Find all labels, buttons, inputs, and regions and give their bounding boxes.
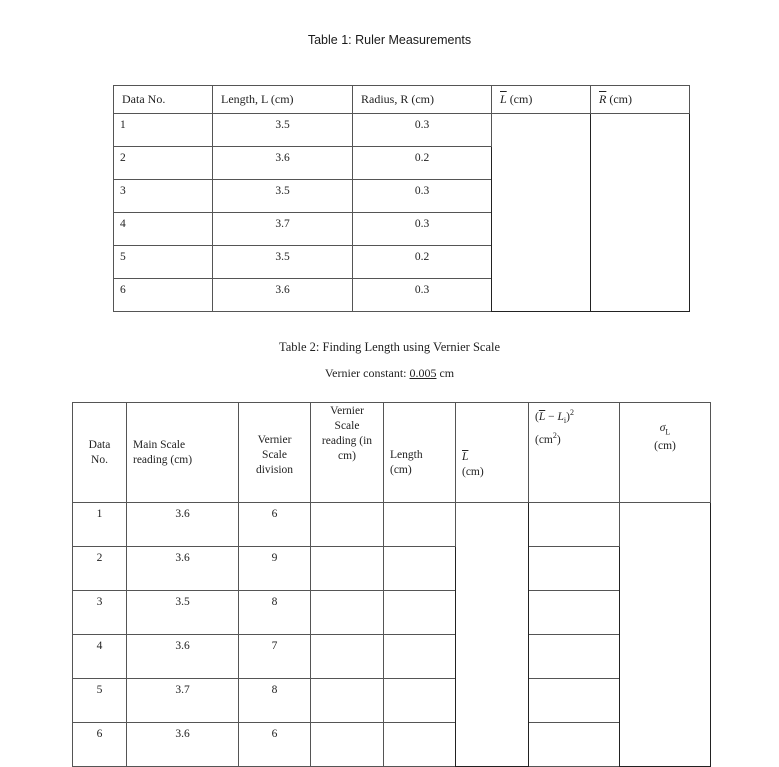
header-deviation-unit: $(cm^2)$ (535, 431, 561, 446)
row-no: 4 (73, 635, 127, 679)
header-vsr-line2: Scale (334, 420, 360, 432)
row-length: 3.7 (213, 213, 353, 246)
row-radius: 0.3 (353, 114, 492, 147)
vernier-scale-table (72, 402, 711, 767)
table2-title: Table 2: Finding Length using Vernier Scale (278, 340, 501, 354)
row-no: 1 (114, 114, 213, 147)
row-deviation (529, 679, 620, 723)
row-vsd: 7 (239, 635, 311, 679)
row-vsd: 8 (239, 679, 311, 723)
table1-header-row (114, 86, 690, 114)
table2-header-row (73, 403, 711, 503)
header-main-scale (127, 403, 239, 503)
header-sigma-unit: (cm) (654, 440, 676, 453)
header-vsd-line3: division (255, 464, 294, 476)
table-row (73, 723, 711, 767)
row-no: 2 (73, 547, 127, 591)
header-vsr-line4: cm) (338, 450, 356, 462)
header-data-no (73, 403, 127, 503)
row-radius: 0.3 (353, 180, 492, 213)
sigma-cell (620, 503, 711, 767)
header-mean-length (456, 403, 529, 503)
row-radius: 0.3 (353, 279, 492, 312)
header-main-scale-line2: reading (cm) (133, 453, 193, 466)
row-no: 6 (73, 723, 127, 767)
row-length: 3.6 (213, 147, 353, 180)
header-main-scale-line1: Main Scale (133, 438, 186, 451)
header-mean-unit: (cm) (462, 465, 484, 478)
row-no: 4 (114, 213, 213, 246)
row-vsd: 6 (239, 723, 311, 767)
header-mean-symbol: $\overline{L}$ (462, 450, 469, 463)
row-vsr (311, 679, 384, 723)
vernier-constant (0, 366, 779, 381)
table-row (73, 679, 711, 723)
header-vernier-division (239, 403, 311, 503)
table-row (73, 591, 711, 635)
table-row (73, 503, 711, 547)
row-no: 5 (114, 246, 213, 279)
row-main-scale: 3.6 (127, 723, 239, 767)
row-radius: 0.3 (353, 213, 492, 246)
row-length: 3.6 (213, 279, 353, 312)
header-radius: Radius, R (cm) (353, 86, 492, 114)
mean-radius-unit: (cm) (609, 92, 632, 106)
row-vsr (311, 591, 384, 635)
header-length: Length, L (cm) (213, 86, 353, 114)
table-row (73, 635, 711, 679)
header-vsr-line1: Vernier (330, 405, 364, 417)
row-vsr (311, 635, 384, 679)
header-length-line1: Length (390, 448, 423, 461)
header-length-line2: (cm) (390, 463, 412, 476)
row-vsr (311, 503, 384, 547)
vernier-constant-label: Vernier constant: (324, 366, 407, 380)
vernier-constant-value: 0.005 (409, 366, 437, 380)
row-length (384, 679, 456, 723)
row-length (384, 547, 456, 591)
row-length: 3.5 (213, 114, 353, 147)
row-main-scale: 3.5 (127, 591, 239, 635)
row-vsd: 8 (239, 591, 311, 635)
header-vsd-line1: Vernier (257, 434, 292, 446)
row-length (384, 723, 456, 767)
row-deviation (529, 635, 620, 679)
row-no: 5 (73, 679, 127, 723)
header-deviation-formula: $(\overline{L} - L_i)^2$ (535, 408, 574, 426)
table-row (114, 114, 690, 147)
header-vernier-reading (311, 403, 384, 503)
row-length (384, 591, 456, 635)
header-sigma (620, 403, 711, 503)
ruler-measurements-table (113, 85, 690, 312)
header-sigma-symbol: $\sigma_L$ (659, 422, 671, 437)
row-main-scale: 3.7 (127, 679, 239, 723)
table-row (73, 547, 711, 591)
header-mean-length (492, 86, 591, 114)
row-deviation (529, 547, 620, 591)
mean-radius-cell (591, 114, 690, 312)
mean-length-unit: (cm) (509, 92, 533, 106)
row-main-scale: 3.6 (127, 547, 239, 591)
row-main-scale: 3.6 (127, 503, 239, 547)
header-data-no-line2: No. (91, 453, 108, 466)
header-deviation-squared (529, 403, 620, 503)
row-deviation (529, 591, 620, 635)
row-vsd: 9 (239, 547, 311, 591)
row-length: 3.5 (213, 180, 353, 213)
header-data-no: Data No. (114, 86, 213, 114)
mean-length-cell (456, 503, 529, 767)
header-length (384, 403, 456, 503)
row-no: 6 (114, 279, 213, 312)
row-vsr (311, 723, 384, 767)
header-vsd-line2: Scale (262, 449, 287, 461)
row-radius: 0.2 (353, 246, 492, 279)
mean-length-symbol: $\overline{L}$ (500, 92, 507, 106)
table1-title: Table 1: Ruler Measurements (307, 33, 472, 47)
row-vsd: 6 (239, 503, 311, 547)
mean-radius-symbol: $\overline{R}$ (599, 92, 607, 106)
row-radius: 0.2 (353, 147, 492, 180)
row-vsr (311, 547, 384, 591)
row-length (384, 635, 456, 679)
row-length: 3.5 (213, 246, 353, 279)
row-no: 2 (114, 147, 213, 180)
header-data-no-line1: Data (88, 438, 111, 451)
row-no: 1 (73, 503, 127, 547)
row-deviation (529, 503, 620, 547)
row-no: 3 (114, 180, 213, 213)
mean-length-cell (492, 114, 591, 312)
row-deviation (529, 723, 620, 767)
header-mean-radius (591, 86, 690, 114)
header-vsr-line3: reading (in (321, 435, 373, 447)
row-main-scale: 3.6 (127, 635, 239, 679)
vernier-constant-unit: cm (439, 366, 455, 380)
row-no: 3 (73, 591, 127, 635)
row-length (384, 503, 456, 547)
